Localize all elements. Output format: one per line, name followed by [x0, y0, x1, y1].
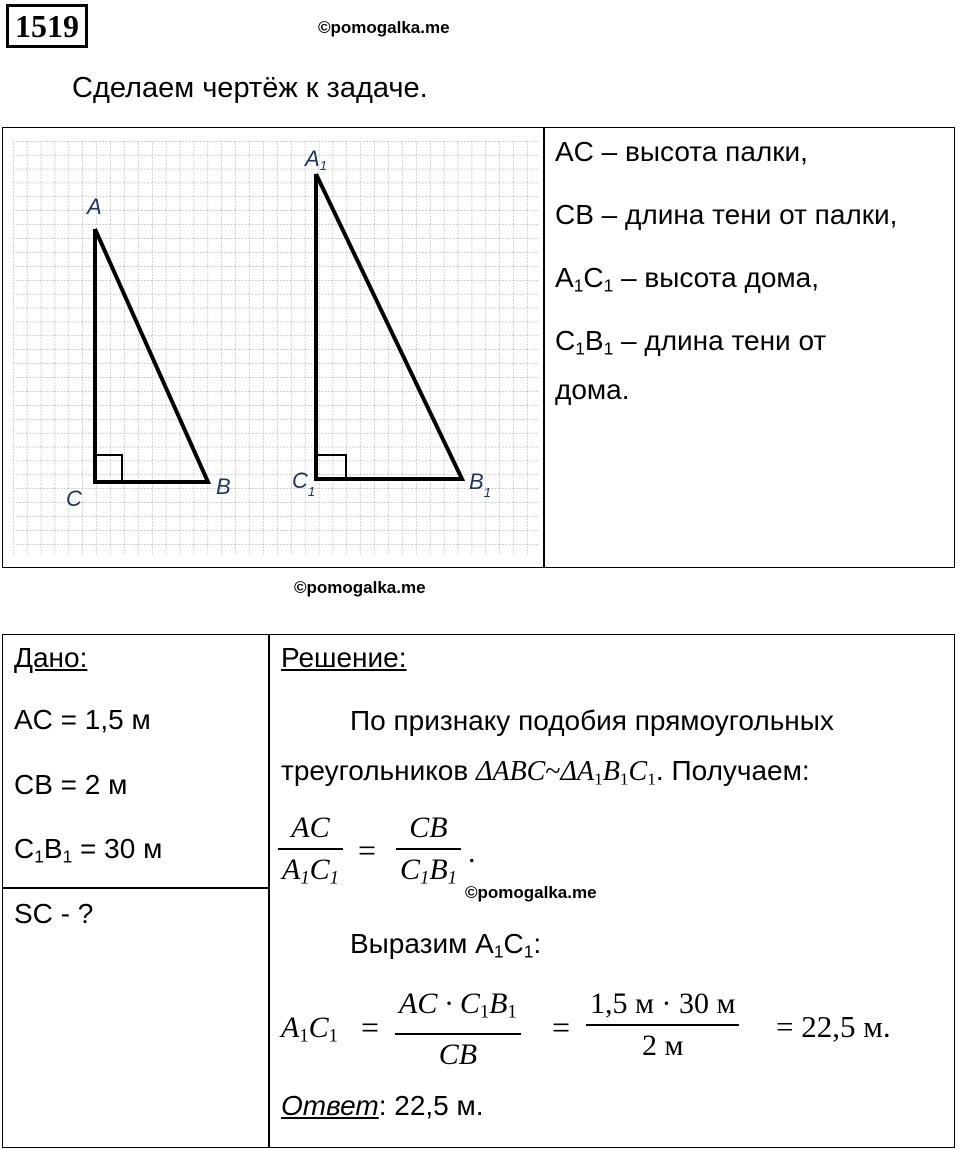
watermark-top: ©pomogalka.me — [318, 18, 450, 37]
given-item-cb: CB = 2 м — [14, 769, 128, 800]
legend-line-4: $C_1B_1$ – длина тени от — [555, 325, 827, 359]
legend-line-1: AC – высота палки, — [555, 136, 808, 167]
fraction-cb-over-c1b1: $\frac{CB}{C_1B_1}$ — [396, 808, 461, 899]
label-c1: $C_1$ — [292, 468, 316, 499]
watermark-middle: ©pomogalka.me — [294, 578, 426, 597]
legend-line-2: CB – длина тени от палки, — [555, 199, 898, 230]
formula-dot: . — [468, 836, 476, 869]
watermark-bottom: ©pomogalka.me — [465, 883, 597, 902]
intro-text: Сделаем чертёж к задаче. — [72, 72, 428, 104]
legend-line-3: $A_1C_1$ – высота дома, — [555, 262, 820, 296]
express-text: Выразим $A_1C_1$: — [350, 928, 542, 962]
equals-sign-2: = — [361, 1009, 380, 1045]
find-item: SC - ? — [14, 898, 94, 929]
formula-result: = 22,5 м. — [776, 1009, 891, 1044]
given-heading: Дано: — [14, 642, 88, 673]
fraction-ac-c1b1-over-cb: $\frac{AC \cdot C_1B_1}{CB}$ — [395, 984, 521, 1075]
equals-sign-3: = — [552, 1009, 571, 1045]
given-find-divider — [2, 887, 269, 889]
given-item-c1b1: $C_1B_1 = 30$ м — [14, 833, 163, 867]
solution-heading: Решение: — [281, 642, 407, 673]
answer-line: Ответ: 22,5 м. — [281, 1090, 484, 1121]
label-c: C — [66, 486, 82, 511]
legend-line-5: дома. — [555, 374, 630, 405]
solution-paragraph-line-1: По признаку подобия прямоугольных — [350, 705, 834, 736]
fraction-ac-over-a1c1: $\frac{AC}{A_1C_1}$ — [278, 808, 343, 899]
label-a: A — [87, 194, 102, 219]
solution-table-divider — [268, 634, 270, 1148]
triangles-figure — [0, 0, 545, 570]
formula-lhs: $A_1C_1$ — [281, 1011, 338, 1047]
fraction-numeric: 1,5 м · 30 м 2 м — [586, 984, 739, 1066]
label-a1: A1 — [305, 146, 327, 173]
label-b1: $B_1$ — [469, 469, 491, 500]
given-item-ac: AC = 1,5 м — [14, 704, 151, 735]
problem-number: 1519 — [6, 4, 88, 48]
label-b: B — [216, 474, 231, 499]
solution-paragraph-line-2: треугольников $\Delta ABC\sim\Delta A_1B_1C_1$. Получаем: — [281, 755, 810, 789]
equals-sign-1: = — [358, 832, 377, 868]
